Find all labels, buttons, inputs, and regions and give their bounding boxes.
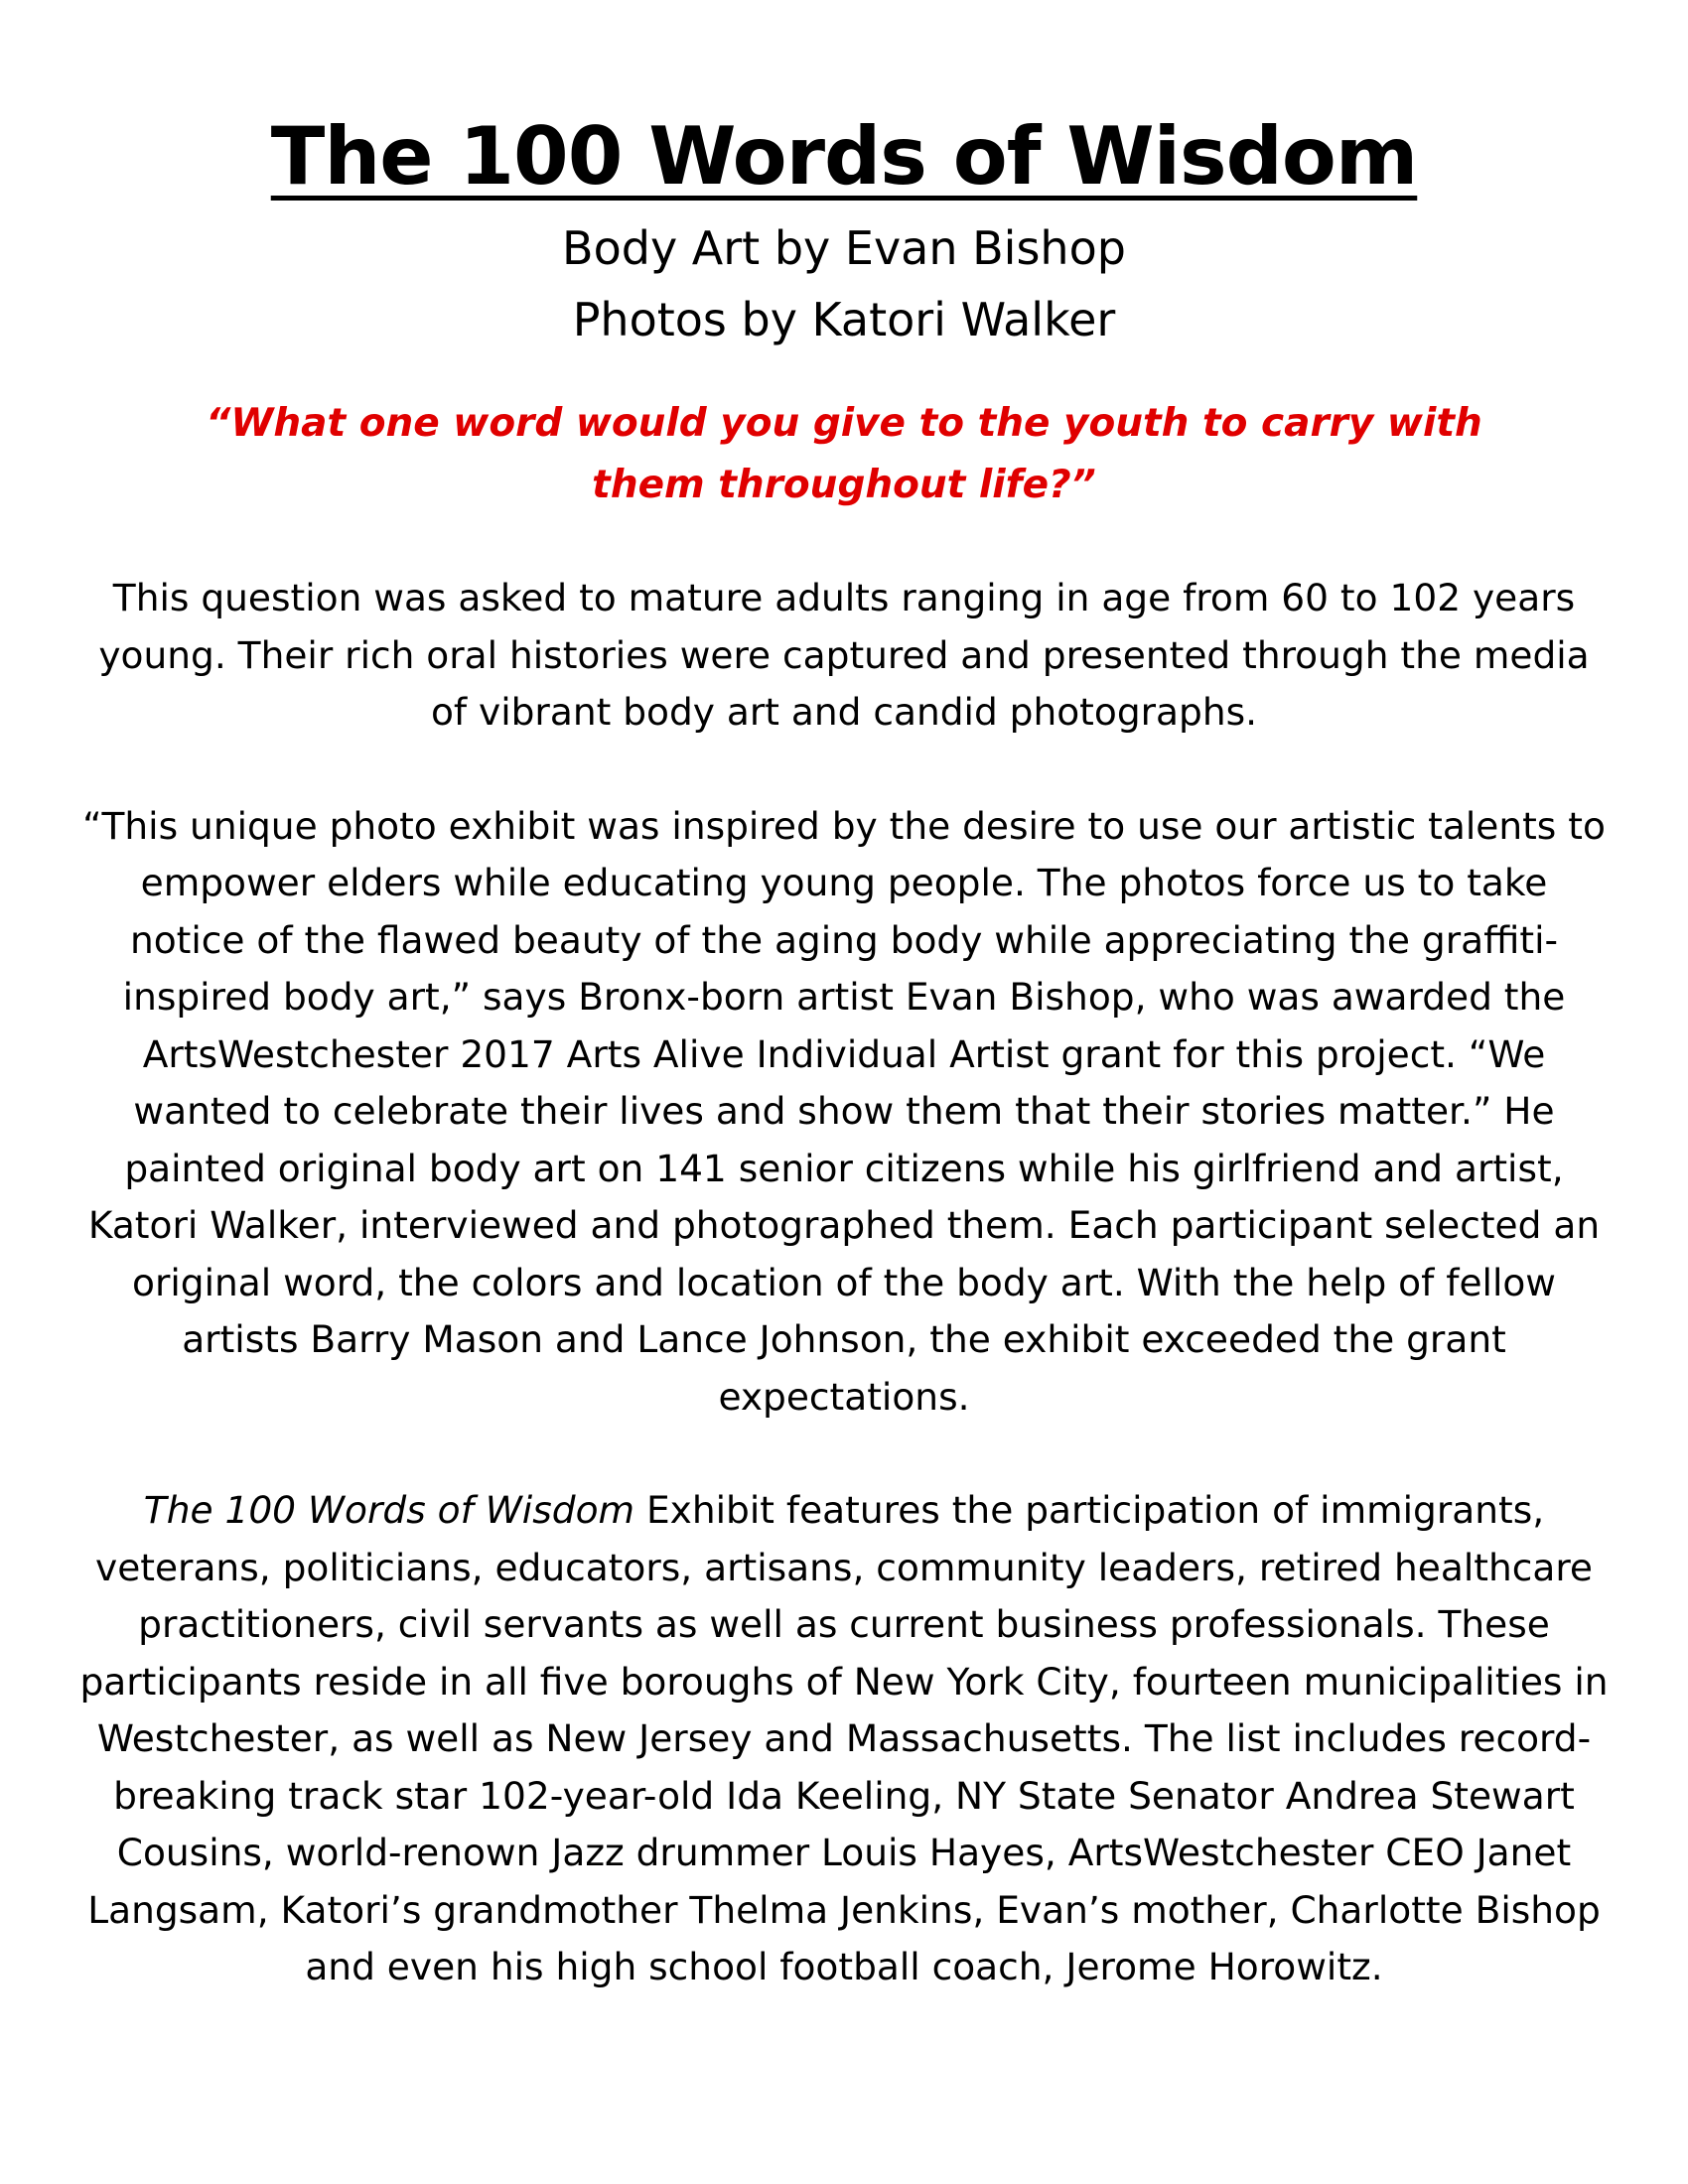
intro-paragraph: This question was asked to mature adults ranging in age from 60 to 102 years young. Their rich oral histories were captured and presented through the media of vibrant body art and candid photographs. — [98, 576, 1590, 734]
exhibit-paragraph-text: Exhibit features the participation of immigrants, veterans, politicians, educators, artisans, community leaders, retired healthcare practitioners, civil servants as well as current business professionals. These participants reside in all five boroughs of New York City, fourteen municipalities in Westchester, as well as New Jersey and Massachusetts. The list includes record-breaking track star 102-year-old Ida Keeling, NY State Senator Andrea Stewart Cousins, world-renown Jazz drummer Louis Hayes, ArtsWestchester CEO Janet Langsam, Katori’s grandmother Thelma Jenkins, Evan’s mother, Charlotte Bishop and even his high school football coach, Jerome Horowitz. — [79, 1488, 1609, 1988]
body-art-credit: Body Art by Evan Bishop — [562, 221, 1126, 275]
quote-paragraph: “This unique photo exhibit was inspired by the desire to use our artistic talents to empower elders while educating young people. The photos force us to take notice of the flawed beauty of the aging body while appreciating the graffiti-inspired body art,” says Bronx-born artist Evan Bishop, who was awarded the ArtsWestchester 2017 Arts Alive Individual Artist grant for this project. “We wanted to celebrate their lives and show them that their stories matter.” He painted original body art on 141 senior citizens while his girlfriend and artist, Katori Walker, interviewed and photographed them. Each participant selected an original word, the colors and location of the body art. With the help of fellow artists Barry Mason and Lance Johnson, the exhibit exceeded the grant expectations. — [82, 803, 1606, 1419]
photos-credit: Photos by Katori Walker — [572, 293, 1116, 346]
document-title — [70, 0, 1618, 206]
exhibit-paragraph — [79, 1482, 1609, 1996]
document-title-text: The 100 Words of Wisdom — [270, 110, 1418, 203]
exhibit-title-italic: The 100 Words of Wisdom — [143, 1488, 635, 1532]
featured-question: “What one word would you give to the youth to carry with them throughout life?” — [206, 401, 1482, 507]
